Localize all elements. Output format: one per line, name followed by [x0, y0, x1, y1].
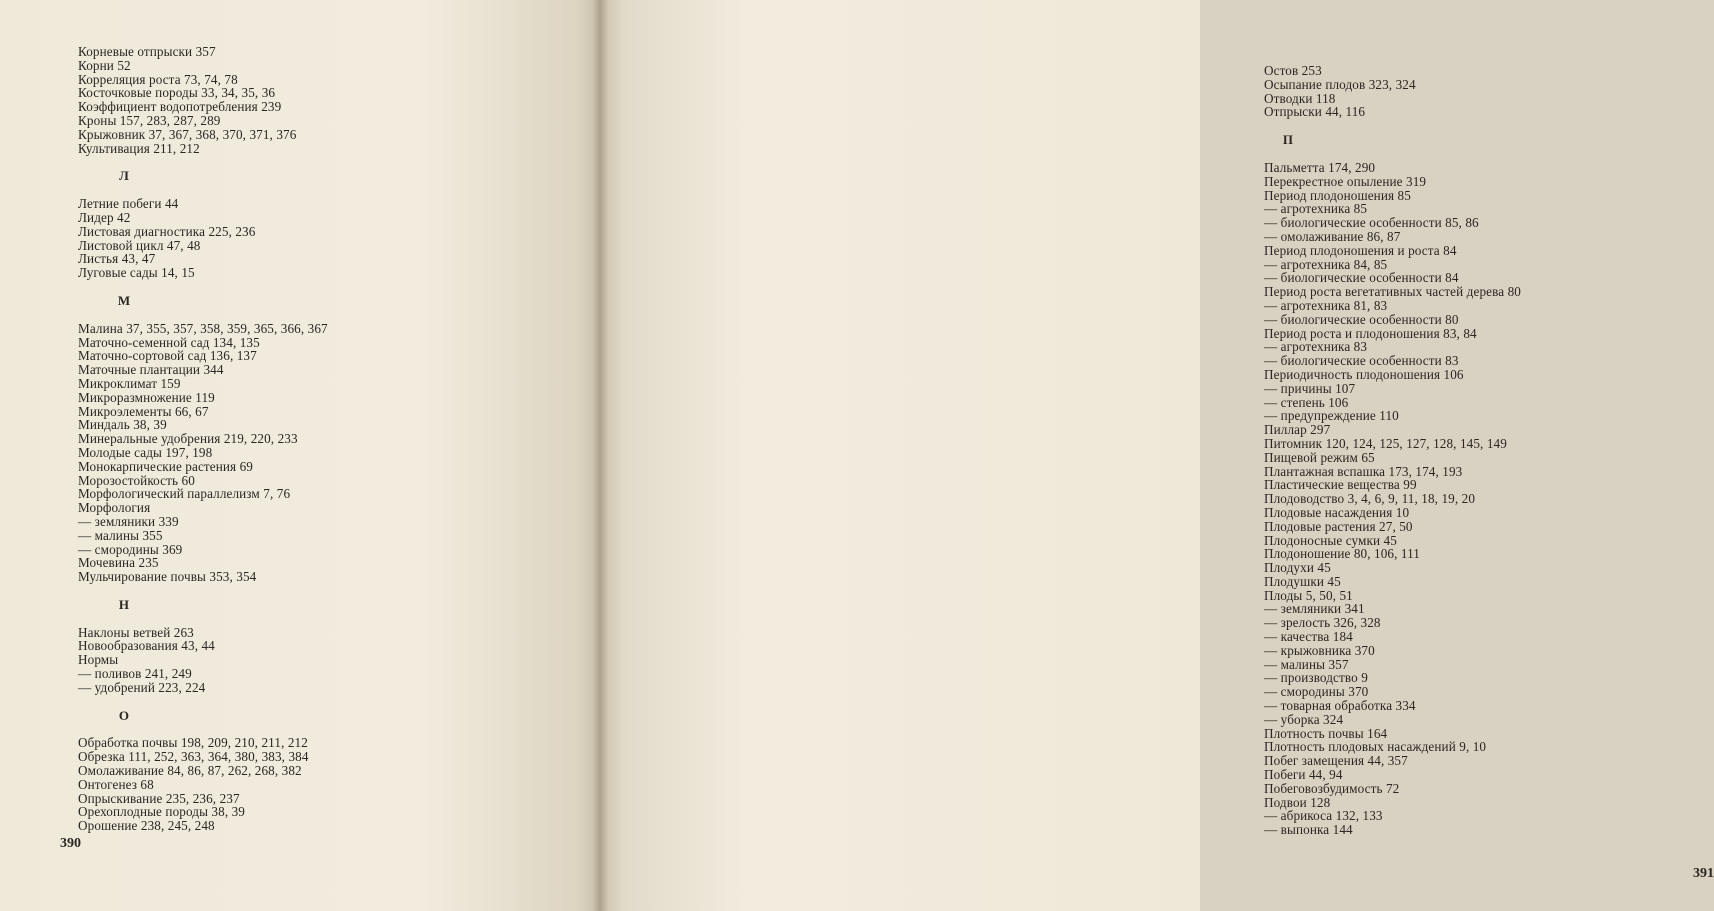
index-entry: Маточно-семенной сад 134, 135 [78, 334, 260, 350]
index-letter-heading: М [117, 292, 131, 308]
index-entry: Корни 52 [78, 57, 131, 73]
index-entry: — земляники 339 [78, 513, 179, 529]
index-entry: Косточковые породы 33, 34, 35, 36 [78, 85, 276, 101]
index-entry: — малины 355 [78, 527, 163, 543]
index-entry: Периодичность плодоношения 106 [1264, 366, 1464, 382]
index-entry: — товарная обработка 334 [1264, 698, 1416, 714]
index-entry: Плодовые растения 27, 50 [1264, 518, 1413, 534]
index-entry: — причины 107 [1264, 380, 1356, 396]
index-entry: Монокарпические растения 69 [78, 458, 253, 474]
index-entry: — степень 106 [1264, 394, 1349, 410]
index-entry: — выпонка 144 [1264, 822, 1353, 838]
index-entry: Отводки 118 [1264, 90, 1336, 106]
right-page-number: 391 [1693, 866, 1714, 881]
index-entry: Листовой цикл 47, 48 [78, 237, 201, 253]
index-entry: Листовая диагностика 225, 236 [78, 223, 256, 239]
right-index-column [1264, 64, 1684, 837]
index-entry: Побег замещения 44, 357 [1264, 753, 1408, 769]
index-entry: Питомник 120, 124, 125, 127, 128, 145, 149 [1264, 435, 1507, 451]
index-entry: — биологические особенности 80 [1264, 311, 1459, 327]
index-entry: Плоды 5, 50, 51 [1264, 587, 1353, 603]
index-entry: — крыжовника 370 [1264, 642, 1375, 658]
index-entry: Плодоношение 80, 106, 111 [1264, 546, 1421, 562]
index-letter-heading: П [1282, 132, 1294, 148]
index-entry: Кроны 157, 283, 287, 289 [78, 112, 221, 128]
index-letter-heading: О [118, 707, 130, 723]
index-entry: Нормы [78, 652, 119, 668]
index-entry: Обрезка 111, 252, 363, 364, 380, 383, 384 [78, 749, 309, 765]
index-entry: Летние побеги 44 [78, 196, 179, 212]
index-entry: Пальметта 174, 290 [1264, 159, 1376, 175]
index-entry: — агротехника 83 [1264, 339, 1368, 355]
index-entry: Опрыскивание 235, 236, 237 [78, 790, 240, 806]
index-entry: — биологические особенности 85, 86 [1264, 215, 1479, 231]
index-entry: — омолаживание 86, 87 [1264, 228, 1401, 244]
index-entry: Орошение 238, 245, 248 [78, 818, 215, 834]
index-entry: Побеги 44, 94 [1264, 767, 1343, 783]
index-entry: — поливов 241, 249 [78, 666, 192, 682]
index-entry: Листья 43, 47 [78, 251, 156, 267]
index-entry: Наклоны ветвей 263 [78, 624, 194, 640]
index-entry: Мочевина 235 [78, 555, 159, 571]
index-entry: Культивация 211, 212 [78, 140, 200, 156]
right-page [600, 0, 1714, 911]
index-entry: Онтогенез 68 [78, 776, 154, 792]
index-entry: Малина 37, 355, 357, 358, 359, 365, 366, 367 [78, 320, 328, 336]
index-entry: Крыжовник 37, 367, 368, 370, 371, 376 [78, 126, 297, 142]
index-entry: — абрикоса 132, 133 [1264, 808, 1383, 824]
index-entry: Обработка почвы 198, 209, 210, 211, 212 [78, 735, 308, 751]
index-entry: Плотность почвы 164 [1264, 725, 1388, 741]
index-entry: Плодоводство 3, 4, 6, 9, 11, 18, 19, 20 [1264, 491, 1476, 507]
index-entry: Период плодоношения и роста 84 [1264, 242, 1457, 258]
index-entry: Плантажная вспашка 173, 174, 193 [1264, 463, 1463, 479]
index-entry: Пластические вещества 99 [1264, 477, 1417, 493]
index-entry: Маточные плантации 344 [78, 362, 224, 378]
index-letter-heading: Л [119, 168, 129, 184]
index-entry: Плодовые насаждения 10 [1264, 504, 1410, 520]
index-entry: Пищевой режим 65 [1264, 449, 1375, 465]
index-entry: Микроразмножение 119 [78, 389, 215, 405]
index-entry: Перекрестное опыление 319 [1264, 173, 1427, 189]
index-entry: Мульчирование почвы 353, 354 [78, 569, 257, 585]
index-entry: Период плодоношения 85 [1264, 187, 1411, 203]
index-entry: Луговые сады 14, 15 [78, 265, 195, 281]
index-entry: — зрелость 326, 328 [1264, 615, 1381, 631]
index-entry: Коэффициент водопотребления 239 [78, 99, 282, 115]
index-entry: — малины 357 [1264, 656, 1349, 672]
index-entry: Плодухи 45 [1264, 560, 1331, 576]
index-entry: Период роста и плодоношения 83, 84 [1264, 325, 1477, 341]
index-entry: — агротехника 84, 85 [1264, 256, 1388, 272]
index-entry: Лидер 42 [78, 209, 131, 225]
index-entry: Микроэлементы 66, 67 [78, 403, 209, 419]
index-entry: Миндаль 38, 39 [78, 417, 167, 433]
index-entry: Орехоплодные породы 38, 39 [78, 804, 246, 820]
index-entry: Морфология [78, 500, 151, 516]
index-entry: Корневые отпрыски 357 [78, 44, 216, 59]
index-entry: Плодоносные сумки 45 [1264, 532, 1397, 548]
index-entry: — качества 184 [1264, 629, 1353, 645]
index-entry: — земляники 341 [1264, 601, 1365, 617]
index-entry: Пиллар 297 [1264, 422, 1331, 438]
index-entry: — агротехника 85 [1264, 201, 1368, 217]
left-index-column [78, 45, 558, 833]
index-entry: Корреляция роста 73, 74, 78 [78, 71, 238, 87]
index-entry: Побеговозбудимость 72 [1264, 780, 1400, 796]
index-entry: — уборка 324 [1264, 711, 1344, 727]
index-entry: Омолаживание 84, 86, 87, 262, 268, 382 [78, 763, 302, 779]
index-entry: — предупреждение 110 [1264, 408, 1399, 424]
index-entry: — смородины 370 [1264, 684, 1369, 700]
index-letter-heading: Н [118, 596, 130, 612]
index-entry: — агротехника 81, 83 [1264, 297, 1388, 313]
index-entry: Минеральные удобрения 219, 220, 233 [78, 431, 298, 447]
index-entry: Морфологический параллелизм 7, 76 [78, 486, 291, 502]
book-gutter [592, 0, 608, 911]
left-page-number: 390 [60, 836, 81, 851]
index-entry: — биологические особенности 84 [1264, 270, 1459, 286]
index-entry: Подвои 128 [1264, 794, 1331, 810]
index-entry: Микроклимат 159 [78, 375, 181, 391]
index-entry: Остов 253 [1264, 63, 1322, 78]
index-entry: Морозостойкость 60 [78, 472, 195, 488]
index-entry: Осыпание плодов 323, 324 [1264, 76, 1416, 92]
index-entry: Маточно-сортовой сад 136, 137 [78, 348, 257, 364]
index-entry: — удобрений 223, 224 [78, 679, 206, 695]
index-entry: — производство 9 [1264, 670, 1368, 686]
index-entry: Плодушки 45 [1264, 573, 1341, 589]
index-entry: Новообразования 43, 44 [78, 638, 215, 654]
index-entry: Отпрыски 44, 116 [1264, 104, 1366, 120]
index-entry: Молодые сады 197, 198 [78, 444, 213, 460]
index-entry: Плотность плодовых насаждений 9, 10 [1264, 739, 1487, 755]
left-page [0, 0, 600, 911]
index-entry: Период роста вегетативных частей дерева 80 [1264, 284, 1521, 300]
index-entry: — биологические особенности 83 [1264, 353, 1459, 369]
index-entry: — смородины 369 [78, 541, 183, 557]
